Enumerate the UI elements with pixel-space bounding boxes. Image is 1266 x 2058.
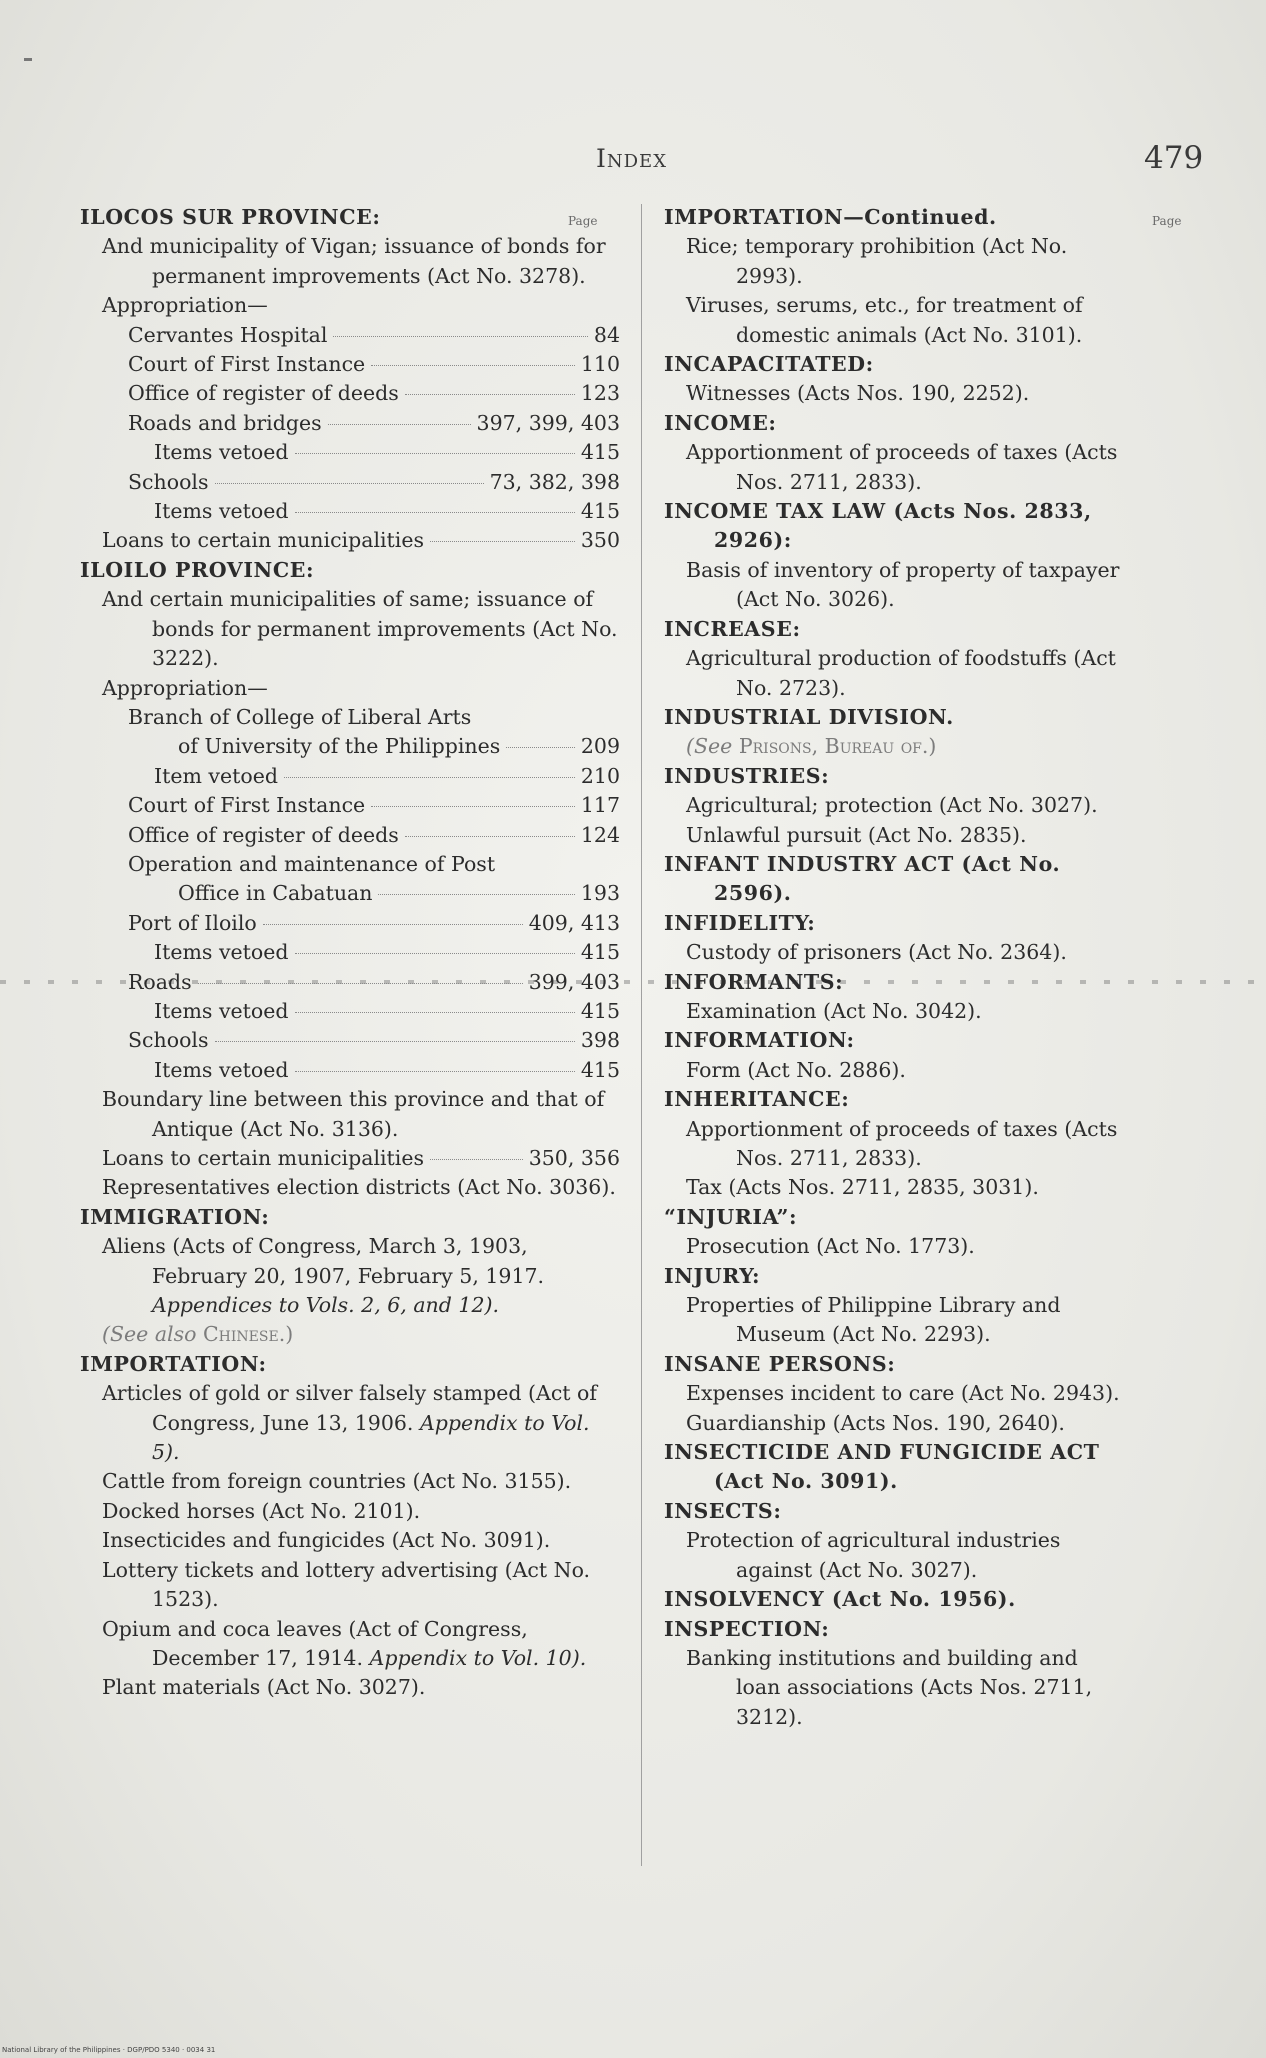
subentry-text: Item vetoed — [154, 763, 278, 788]
index-subentry — [80, 1556, 620, 1615]
index-subentry — [664, 938, 1124, 967]
dot-leader — [378, 894, 574, 895]
index-heading: INFIDELITY: — [664, 910, 816, 935]
subentry-text: Operation and maintenance of Post — [128, 851, 496, 876]
index-subentry — [80, 732, 620, 761]
subentry-text: Insecticides and fungicides (Act No. 3091). — [102, 1528, 551, 1553]
subentry-text: Protection of agricultural industries against (Act No. 3027). — [686, 1528, 1061, 1582]
page-reference: 123 — [580, 381, 620, 406]
continued-label: —Continued. — [843, 205, 997, 229]
subentry-text: Custody of prisoners (Act No. 2364). — [686, 940, 1067, 965]
dot-leader — [430, 541, 575, 542]
index-subentry — [80, 674, 620, 703]
appendix-reference: Appendices to Vols. 2, 6, and 12). — [152, 1293, 499, 1318]
index-heading: INDUSTRIES: — [664, 763, 830, 788]
dot-leader — [405, 394, 575, 395]
subentry-text: Apportionment of proceeds of taxes (Acts Nos. 2711, 2833). — [686, 1116, 1118, 1170]
index-subentry — [80, 526, 620, 555]
index-subentry — [664, 1291, 1124, 1350]
page-reference: 210 — [580, 763, 620, 788]
subentry-text: Viruses, serums, etc., for treatment of domestic animals (Act No. 3101). — [686, 293, 1083, 347]
index-heading: INHERITANCE: — [664, 1087, 850, 1112]
subentry-text: Office of register of deeds — [128, 381, 399, 406]
dot-leader — [371, 365, 575, 366]
page-reference: 409, 413 — [528, 910, 620, 935]
page-reference: 350 — [580, 528, 620, 553]
index-subentry — [80, 1056, 620, 1085]
subentry-text: Articles of gold or silver falsely stamped (Act of Congress, June 13, 1906. — [102, 1381, 597, 1435]
index-subentry — [80, 909, 620, 938]
page-number: 479 — [1144, 140, 1204, 176]
subentry-text: Agricultural; protection (Act No. 3027). — [686, 793, 1098, 818]
page-reference: 350, 356 — [528, 1146, 620, 1170]
dot-leader — [295, 512, 575, 513]
subentry-text: Properties of Philippine Library and Museum (Act No. 2293). — [686, 1293, 1061, 1347]
subentry-text: Appropriation— — [102, 675, 268, 700]
index-subentry — [80, 1497, 620, 1526]
subentry-text: Items vetoed — [154, 499, 289, 524]
index-subentry — [80, 1026, 620, 1055]
page-reference: 397, 399, 403 — [476, 410, 620, 435]
index-heading: INFORMATION: — [664, 1028, 855, 1053]
subentry-text: Witnesses (Acts Nos. 190, 2252). — [686, 381, 1030, 406]
subentry-text: Cattle from foreign countries (Act No. 3155). — [102, 1469, 572, 1494]
page-title: Index — [596, 144, 668, 173]
subentry-text: Apportionment of proceeds of taxes (Acts Nos. 2711, 2833). — [686, 440, 1118, 494]
index-heading: INSOLVENCY (Act No. 1956). — [664, 1587, 1016, 1612]
index-subentry — [80, 703, 620, 732]
index-heading: INSPECTION: — [664, 1616, 830, 1641]
subentry-text: Office of register of deeds — [128, 822, 399, 847]
subentry-text: Lottery tickets and lottery advertising (Act No. 1523). — [102, 1557, 591, 1612]
subentry-text: Form (Act No. 2886). — [686, 1057, 906, 1082]
index-subentry — [80, 1232, 620, 1320]
appendix-reference: Appendix to Vol. 5). — [152, 1410, 590, 1465]
index-subentry — [80, 791, 620, 820]
index-heading: INCOME TAX LAW (Acts Nos. 2833, 2926): — [664, 499, 1092, 553]
index-subentry — [664, 1232, 1124, 1261]
page-reference: 398 — [580, 1028, 620, 1053]
index-heading: ILOCOS SUR PROVINCE: — [80, 205, 381, 229]
index-subentry — [664, 232, 1124, 291]
subentry-text: Representatives election districts (Act No. 3036). — [102, 1175, 616, 1200]
page-reference: 415 — [580, 940, 620, 965]
right-column — [664, 203, 1182, 1732]
page-reference: 117 — [580, 793, 620, 818]
index-subentry — [80, 762, 620, 791]
right-entry-list — [664, 203, 1124, 1732]
index-subentry — [80, 379, 620, 408]
column-divider — [641, 204, 642, 1866]
subentry-text: And certain municipalities of same; issuance of bonds for permanent improvements (Act No. 3222). — [102, 587, 618, 671]
subentry-text: Loans to certain municipalities — [102, 528, 425, 553]
subentry-text: Loans to certain municipalities — [102, 1146, 425, 1170]
subentry-text: Agricultural production of foodstuffs (Act No. 2723). — [686, 646, 1116, 700]
subentry-text: Court of First Instance — [128, 793, 366, 818]
scan-mark — [24, 58, 32, 61]
page-column-label: Page — [568, 214, 598, 228]
dot-leader — [263, 924, 523, 925]
subentry-text: Items vetoed — [154, 940, 289, 965]
cross-reference — [80, 1320, 620, 1349]
index-subentry — [80, 1526, 620, 1555]
index-subentry — [80, 585, 620, 673]
index-subentry — [80, 938, 620, 967]
subentry-text: Examination (Act No. 3042). — [686, 998, 982, 1023]
cross-reference — [664, 732, 1124, 761]
dot-leader — [295, 953, 575, 954]
index-heading — [664, 203, 1124, 232]
subentry-text: Roads and bridges — [128, 410, 322, 435]
index-subentry — [664, 821, 1124, 850]
page-reference: 415 — [580, 1057, 620, 1082]
subentry-text: Boundary line between this province and that of Antique (Act No. 3136). — [102, 1087, 605, 1141]
subentry-text: Schools — [128, 469, 209, 494]
index-subentry — [80, 497, 620, 526]
dot-leader — [215, 1041, 575, 1042]
dot-leader — [371, 806, 575, 807]
dot-leader — [198, 983, 523, 984]
page-column-label: Page — [1152, 214, 1182, 228]
index-subentry — [80, 1144, 620, 1173]
page-reference: 399, 403 — [528, 969, 620, 994]
dot-leader — [295, 1012, 575, 1013]
subentry-text: Branch of College of Liberal Arts — [128, 704, 472, 729]
dot-leader — [295, 453, 575, 454]
index-subentry — [664, 1056, 1124, 1085]
page-reference: 193 — [580, 881, 620, 906]
index-subentry — [664, 556, 1124, 615]
left-column — [80, 203, 620, 1703]
index-subentry — [80, 1173, 620, 1202]
index-subentry — [664, 291, 1124, 350]
subentry-text: Roads — [128, 969, 192, 994]
index-heading: IMMIGRATION: — [80, 1204, 270, 1229]
dot-leader — [215, 483, 484, 484]
index-subentry — [664, 438, 1124, 497]
dot-leader — [295, 1071, 575, 1072]
subentry-text: Unlawful pursuit (Act No. 2835). — [686, 822, 1027, 847]
page-reference: 110 — [580, 352, 620, 377]
index-heading: INSECTS: — [664, 1498, 782, 1523]
dot-leader — [328, 424, 471, 425]
index-subentry — [80, 821, 620, 850]
subentry-text: of University of the Philippines — [178, 734, 501, 759]
page-reference: 415 — [580, 499, 620, 524]
subentry-text: Items vetoed — [154, 998, 289, 1023]
index-subentry — [664, 1409, 1124, 1438]
index-heading: INCAPACITATED: — [664, 352, 874, 377]
index-subentry — [80, 997, 620, 1026]
index-subentry — [664, 1644, 1124, 1732]
subentry-text: Cervantes Hospital — [128, 322, 328, 347]
index-subentry — [80, 879, 620, 908]
index-heading: INSECTICIDE AND FUNGICIDE ACT (Act No. 3091). — [664, 1440, 1100, 1494]
index-heading: INFANT INDUSTRY ACT (Act No. 2596). — [664, 851, 1061, 906]
index-subentry — [664, 644, 1124, 703]
subentry-text: Prosecution (Act No. 1773). — [686, 1234, 975, 1259]
index-subentry — [664, 1115, 1124, 1174]
heading-text: IMPORTATION — [664, 205, 844, 229]
subentry-text: Tax (Acts Nos. 2711, 2835, 3031). — [686, 1175, 1039, 1200]
index-subentry — [80, 291, 620, 320]
dot-leader — [405, 836, 575, 837]
cross-reference-target: Prisons, Bureau of.) — [738, 734, 937, 759]
index-subentry — [80, 1085, 620, 1144]
cross-reference-target: Chinese.) — [203, 1322, 294, 1347]
index-heading: IMPORTATION: — [80, 1351, 267, 1376]
index-subentry — [80, 321, 620, 350]
subentry-text: Expenses incident to care (Act No. 2943). — [686, 1381, 1120, 1406]
page-reference: 73, 382, 398 — [489, 469, 620, 494]
index-subentry — [80, 438, 620, 467]
subentry-text: And municipality of Vigan; issuance of bonds for permanent improvements (Act No. 3278). — [102, 234, 606, 288]
index-subentry — [80, 468, 620, 497]
index-heading: ILOILO PROVINCE: — [80, 557, 315, 582]
subentry-text: Items vetoed — [154, 1057, 289, 1082]
left-entry-list — [80, 203, 620, 1703]
index-subentry — [80, 1467, 620, 1496]
page-reference: 209 — [580, 734, 620, 759]
subentry-text: Basis of inventory of property of taxpayer (Act No. 3026). — [686, 557, 1120, 612]
subentry-text: Items vetoed — [154, 440, 289, 465]
page-reference: 84 — [593, 322, 620, 347]
index-subentry — [664, 1379, 1124, 1408]
page-reference: 415 — [580, 440, 620, 465]
subentry-text: Plant materials (Act No. 3027). — [102, 1675, 426, 1700]
subentry-text: Rice; temporary prohibition (Act No. 2993). — [686, 234, 1068, 288]
dot-leader — [284, 777, 575, 778]
index-heading: INJURY: — [664, 1263, 761, 1288]
index-subentry — [664, 379, 1124, 408]
page-reference: 415 — [580, 998, 620, 1023]
index-heading: INCOME: — [664, 410, 777, 435]
dot-leader — [506, 747, 575, 748]
see-also-label: (See also — [102, 1322, 197, 1347]
subentry-text: Guardianship (Acts Nos. 190, 2640). — [686, 1410, 1065, 1435]
index-heading: INCREASE: — [664, 616, 801, 641]
index-heading: INFORMANTS: — [664, 969, 844, 994]
index-subentry — [664, 1526, 1124, 1585]
dot-leader — [333, 336, 587, 337]
subentry-text: Aliens (Acts of Congress, March 3, 1903, February 20, 1907, February 5, 1917. — [102, 1234, 545, 1288]
subentry-text: Office in Cabatuan — [178, 881, 373, 906]
index-subentry — [80, 968, 620, 997]
running-head — [0, 140, 1266, 180]
index-subentry — [80, 409, 620, 438]
subentry-text: Banking institutions and building and loan associations (Acts Nos. 2711, 3212). — [686, 1645, 1093, 1729]
subentry-text: Docked horses (Act No. 2101). — [102, 1498, 421, 1523]
index-subentry — [80, 1379, 620, 1467]
index-subentry — [664, 1173, 1124, 1202]
index-subentry — [80, 1673, 620, 1702]
index-subentry — [80, 350, 620, 379]
index-heading: “INJURIA”: — [664, 1204, 798, 1229]
index-heading: INDUSTRIAL DIVISION. — [664, 704, 954, 729]
index-subentry — [80, 232, 620, 291]
index-subentry — [80, 850, 620, 879]
scan-footer-note: National Library of the Philippines · DGP/PDO 5340 · 0034 31 — [2, 2046, 216, 2054]
appendix-reference: Appendix to Vol. 10). — [369, 1645, 587, 1670]
see-also-label: (See — [686, 734, 733, 759]
subentry-text: Schools — [128, 1028, 209, 1053]
subentry-text: Port of Iloilo — [128, 910, 257, 935]
index-subentry — [80, 1615, 620, 1674]
subentry-text: Opium and coca leaves (Act of Congress, December 17, 1914. — [102, 1616, 528, 1670]
index-heading: INSANE PERSONS: — [664, 1351, 896, 1376]
index-subentry — [664, 997, 1124, 1026]
page-reference: 124 — [580, 822, 620, 847]
subentry-text: Appropriation— — [102, 293, 268, 318]
subentry-text: Court of First Instance — [128, 352, 366, 377]
index-subentry — [664, 791, 1124, 820]
dot-leader — [430, 1159, 523, 1160]
